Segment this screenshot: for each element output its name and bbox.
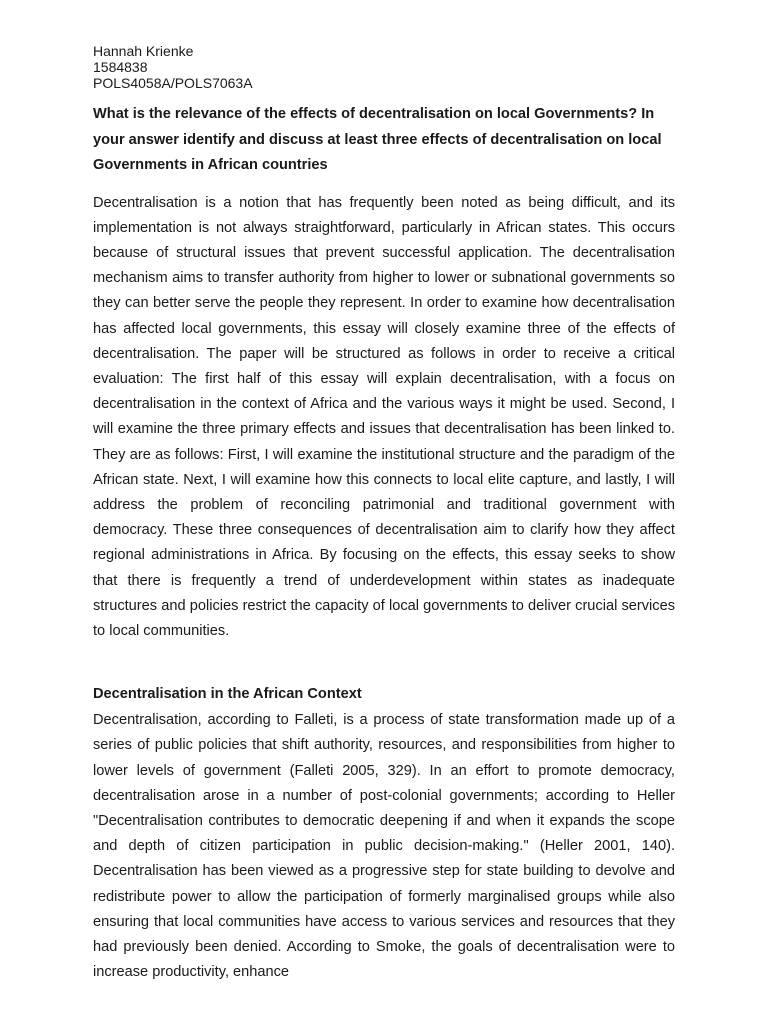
document-page bbox=[93, 43, 675, 985]
student-id: 1584838 bbox=[93, 59, 148, 75]
section-heading: Decentralisation in the African Context bbox=[93, 686, 362, 703]
course-code: POLS4058A/POLS7063A bbox=[93, 75, 253, 91]
essay-question: What is the relevance of the effects of decentralisation on local Governments? In your answer identify and discuss at least three effects of decentralisation on local Governments in African countries bbox=[93, 106, 662, 173]
section-paragraph: Decentralisation, according to Falleti, is a process of state transformation made up of a series of public policies that shift authority, resources, and responsibilities from higher to lower levels of government (Falleti 2005, 329). In an effort to promote democracy, decentralisation arose in a number of post-colonial governments; according to Heller "Decentralisation contributes to democratic deepening if and when it expands the scope and depth of citizen participation in public decision-making." (Heller 2001, 140). Decentralisation has been viewed as a progressive step for state building to devolve and redistribute power to allow the participation of formerly marginalised groups while also ensuring that local communities have access to various services and resources that they had previously been denied. According to Smoke, the goals of decentralisation were to increase productivity, enhance bbox=[93, 712, 675, 981]
intro-paragraph: Decentralisation is a notion that has frequently been noted as being difficult, and its implementation is not always straightforward, particularly in African states. This occurs because of structural issues that prevent successful application. The decentralisation mechanism aims to transfer authority from higher to lower or subnational governments so they can better serve the people they represent. In order to examine how decentralisation has affected local governments, this essay will closely examine three of the effects of decentralisation. The paper will be structured as follows in order to receive a critical evaluation: The first half of this essay will explain decentralisation, with a focus on decentralisation in the context of Africa and the various ways it might be used. Second, I will examine the three primary effects and issues that decentralisation has been linked to. They are as follows: First, I will examine the institutional structure and the paradigm of the African state. Next, I will examine how this connects to local elite capture, and lastly, I will address the problem of reconciling patrimonial and traditional government with democracy. These three consequences of decentralisation aim to clarify how they affect regional administrations in Africa. By focusing on the effects, this essay seeks to show that there is frequently a trend of underdevelopment within states as inadequate structures and policies restrict the capacity of local governments to deliver crucial services to local communities. bbox=[93, 194, 675, 639]
author-name: Hannah Krienke bbox=[93, 43, 194, 59]
